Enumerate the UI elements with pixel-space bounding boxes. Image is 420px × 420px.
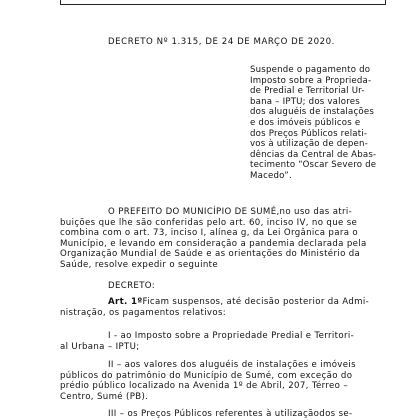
item-ii-line: Centro, Sumé (PB).: [60, 391, 149, 402]
page-frame: [60, 0, 386, 5]
item-iii: [60, 409, 353, 420]
article-1-line: nistração, os pagamentos relativos:: [60, 307, 227, 318]
summary-line: vos à utilização de depen-: [250, 139, 368, 150]
summary-line: e dos imóveis públicos e: [250, 117, 361, 128]
preamble-line: Município, e levando em consideração a pandemia declarada pela: [60, 238, 367, 249]
summary-line: Imposto sobre a Proprieda-: [250, 75, 372, 86]
decree-title: DECRETO Nº 1.315, DE 24 DE MARÇO DE 2020.: [108, 37, 335, 47]
item-ii-line: públicos do patrimônio do Município de Sumé, com exceção do: [60, 370, 353, 381]
preamble-line: buições que lhe são conferidas pelo art. 60, inciso IV, no que se: [60, 217, 358, 228]
item-ii-line: II – aos valores dos aluguéis de instalações e imóveis: [108, 360, 356, 370]
summary-line: Suspende o pagamento do: [250, 65, 371, 75]
preamble-line: Organização Mundial de Saúde e as orientações do Ministério da: [60, 249, 361, 260]
summary-line: de Predial e Territorial Ur-: [250, 86, 365, 97]
item-i: [60, 331, 354, 352]
preamble-line: O PREFEITO DO MUNICÍPIO DE SUMÉ,no uso das atri-: [108, 207, 353, 217]
decreto-label: DECRETO:: [108, 281, 156, 291]
summary-line: dos Preços Públicos relati-: [250, 128, 368, 139]
item-iii-line: III – os Preços Públicos referentes à utilizaçãodos se-: [108, 409, 353, 419]
decree-summary: [250, 65, 377, 182]
summary-line: Macedo”.: [250, 170, 292, 181]
summary-line: dências da Central de Abas-: [250, 149, 377, 160]
summary-line: bana – IPTU; dos valores: [250, 96, 360, 107]
article-1: [60, 297, 369, 318]
item-ii: [60, 360, 356, 402]
item-i-line: al Urbana – IPTU;: [60, 341, 140, 352]
item-i-line: I - ao Imposto sobre a Propriedade Predial e Territori-: [108, 331, 355, 341]
preamble-paragraph: [60, 207, 367, 271]
preamble-line: combina com o art. 73, inciso I, alínea g, da Lei Orgânica para o: [60, 228, 359, 239]
summary-line: dos aluguéis de instalações: [250, 107, 375, 118]
article-1-text: Ficam suspensos, até decisão posterior da Admi-: [142, 297, 370, 307]
preamble-line: Saúde, resolve expedir o seguinte: [60, 259, 218, 270]
article-1-label: Art. 1º: [108, 297, 143, 307]
item-ii-line: prédio público localizado na Avenida 1º de Abril, 207, Térreo –: [60, 381, 348, 392]
summary-line: tecimento “Oscar Severo de: [250, 160, 377, 171]
